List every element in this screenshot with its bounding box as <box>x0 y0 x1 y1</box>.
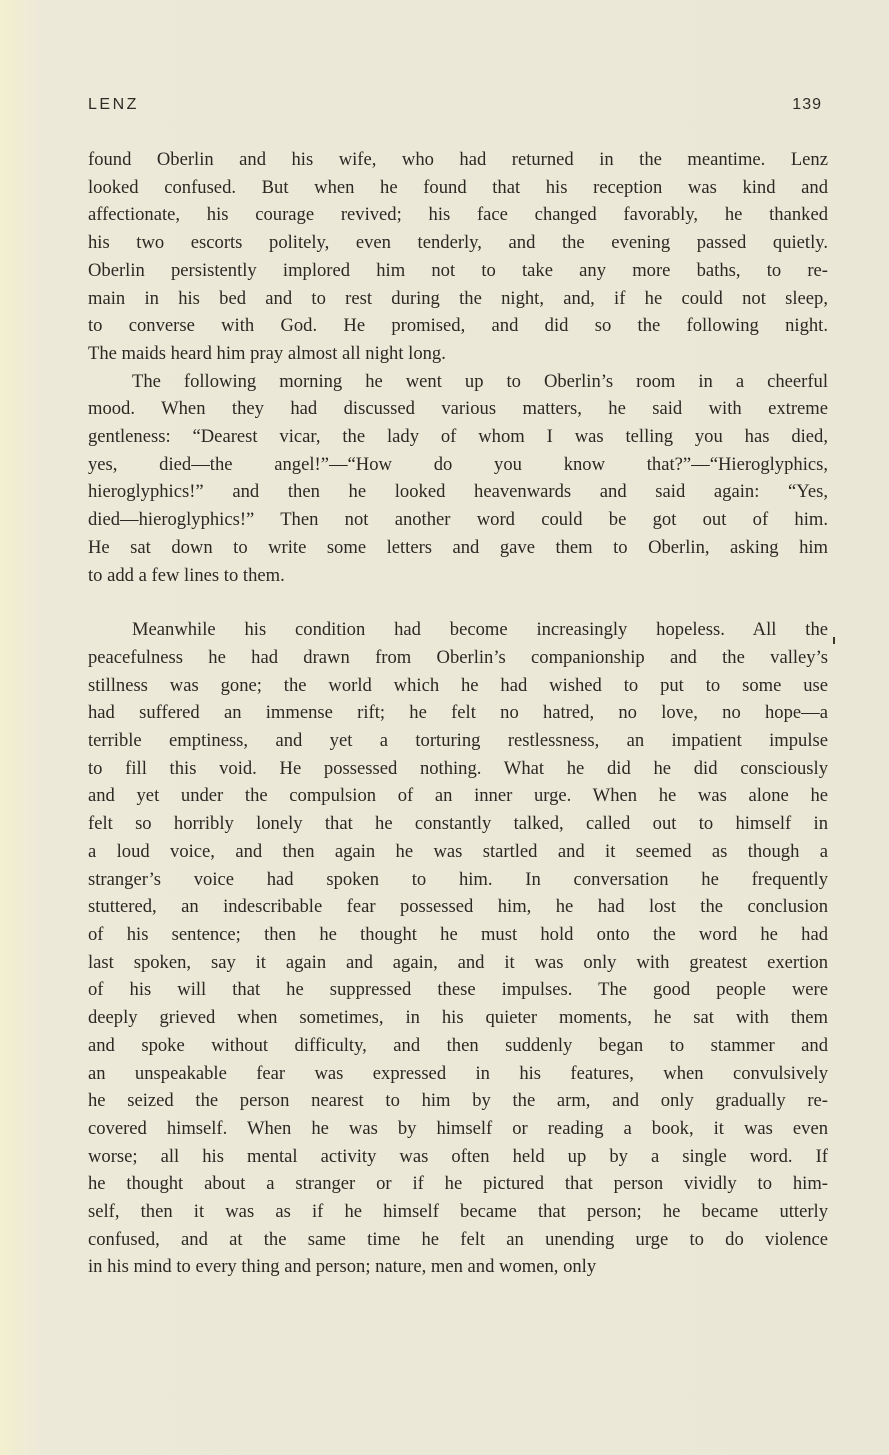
running-title: LENZ <box>88 96 139 113</box>
text-line: He sat down to write some letters and gave them to Oberlin, asking him <box>88 536 828 558</box>
paragraph <box>88 616 828 1281</box>
text-line: and yet under the compulsion of an inner urge. When he was alone he <box>88 785 828 807</box>
text-line: found Oberlin and his wife, who had returned in the meantime. Lenz <box>88 149 828 170</box>
text-line: affectionate, his courage revived; his face changed favorably, he thanked <box>88 204 828 226</box>
text-line: deeply grieved when sometimes, in his quieter moments, he sat with them <box>88 1007 828 1029</box>
text-line: to converse with God. He promised, and did so the following night. <box>88 315 828 337</box>
text-line: and spoke without difficulty, and then suddenly began to stammer and <box>88 1034 828 1056</box>
text-line: yes, died—the angel!”—“How do you know that?”—“Hieroglyphics, <box>88 453 828 475</box>
text-line: hieroglyphics!” and then he looked heavenwards and said again: “Yes, <box>88 481 828 503</box>
text-line: worse; all his mental activity was often held up by a single word. If <box>88 1145 828 1167</box>
text-line: confused, and at the same time he felt an unending urge to do violence <box>88 1228 828 1250</box>
text-line: he seized the person nearest to him by the arm, and only gradually re- <box>88 1090 828 1112</box>
text-line: of his sentence; then he thought he must hold onto the word he had <box>88 923 828 945</box>
text-line: covered himself. When he was by himself or reading a book, it was even <box>88 1117 828 1139</box>
running-head <box>88 96 822 120</box>
paragraph <box>88 146 828 368</box>
text-line: stuttered, an indescribable fear possessed him, he had lost the conclusion <box>88 896 828 918</box>
text-line: to add a few lines to them. <box>88 564 285 586</box>
margin-mark <box>833 637 835 644</box>
text-line: gentleness: “Dearest vicar, the lady of whom I was telling you has died, <box>88 426 828 448</box>
text-line: Oberlin persistently implored him not to take any more baths, to re- <box>88 259 828 281</box>
text-line: stranger’s voice had spoken to him. In conversation he frequently <box>88 868 828 890</box>
text-line: his two escorts politely, even tenderly, and the evening passed quietly. <box>88 232 828 254</box>
text-line: a loud voice, and then again he was startled and it seemed as though a <box>88 840 828 862</box>
text-line: The following morning he went up to Oberlin’s room in a cheerful <box>132 370 828 392</box>
text-line: looked confused. But when he found that his reception was kind and <box>88 176 828 198</box>
text-line: main in his bed and to rest during the night, and, if he could not sleep, <box>88 287 828 309</box>
text-line: The maids heard him pray almost all night long. <box>88 342 446 364</box>
body-text <box>88 146 828 1281</box>
text-line: had suffered an immense rift; he felt no hatred, no love, no hope—a <box>88 702 828 724</box>
paragraph <box>88 368 828 590</box>
text-line: died—hieroglyphics!” Then not another word could be got out of him. <box>88 509 828 531</box>
text-line: Meanwhile his condition had become increasingly hopeless. All the <box>132 619 828 641</box>
text-line: terrible emptiness, and yet a torturing restlessness, an impatient impulse <box>88 730 828 752</box>
text-line: felt so horribly lonely that he constantly talked, called out to himself in <box>88 813 828 835</box>
text-line: an unspeakable fear was expressed in his features, when convulsively <box>88 1062 828 1084</box>
text-line: he thought about a stranger or if he pictured that person vividly to him- <box>88 1173 828 1195</box>
text-line: peacefulness he had drawn from Oberlin’s companionship and the valley’s <box>88 646 828 668</box>
page-number: 139 <box>792 96 822 113</box>
section-break <box>88 589 828 616</box>
text-line: mood. When they had discussed various matters, he said with extreme <box>88 398 828 420</box>
text-line: last spoken, say it again and again, and it was only with greatest exertion <box>88 951 828 973</box>
text-line: self, then it was as if he himself became that person; he became utterly <box>88 1201 828 1223</box>
text-line: to fill this void. He possessed nothing. What he did he did consciously <box>88 757 828 779</box>
text-line: of his will that he suppressed these impulses. The good people were <box>88 979 828 1001</box>
text-line: stillness was gone; the world which he had wished to put to some use <box>88 674 828 696</box>
text-line: in his mind to every thing and person; nature, men and women, only <box>88 1256 597 1278</box>
